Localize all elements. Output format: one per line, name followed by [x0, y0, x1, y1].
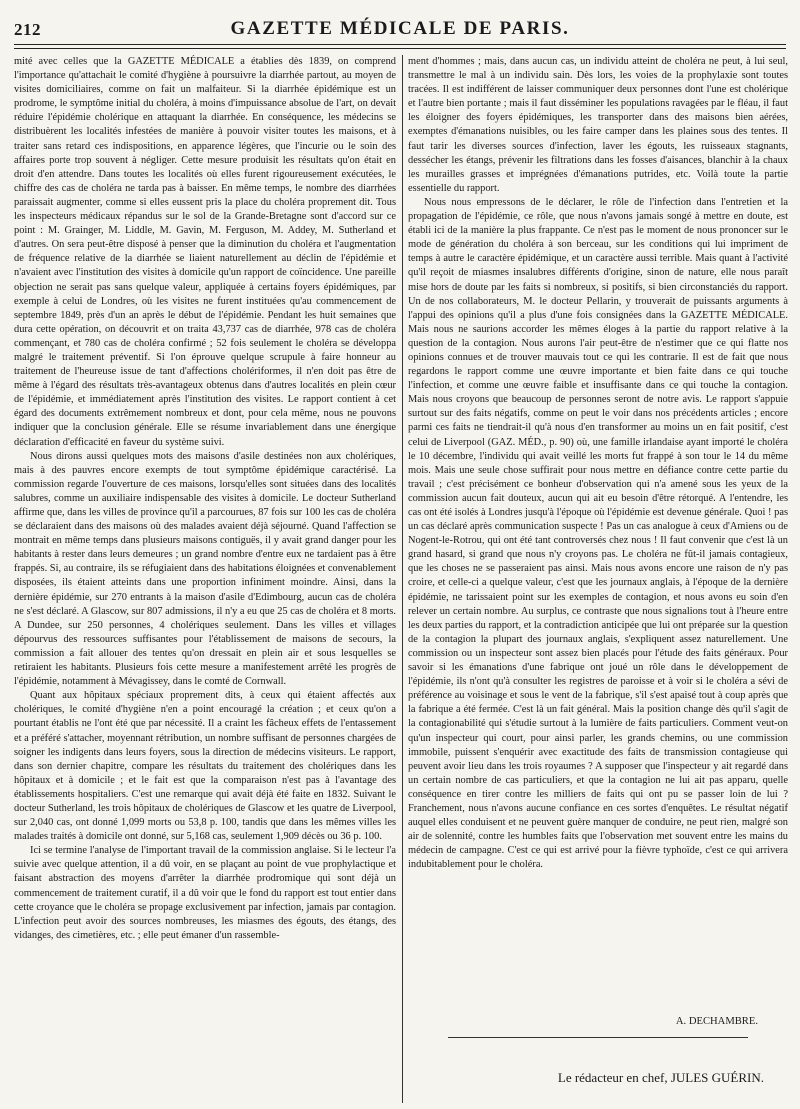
page-header — [14, 10, 786, 40]
left-paragraph-4: Ici se termine l'analyse de l'important travail de la commission anglaise. Si le lecteur l'a suivie avec quelque attention, il a dû voir, en se plaçant au point de vue prophylactique et faisant abstraction des moyens d'arrêter la diarrhée prodromique qui sont déjà un commencement de traitement curatif, il a dû voir que le fond du rapport est tout entier dans cette croyance que le choléra se propage exclusivement par infection, jamais par contagion. L'infection peut avoir des sources nombreuses, les miasmes des égouts, des étangs, des vidanges, des cimetières, etc. ; elle peut émaner d'un rassemble- — [14, 845, 396, 941]
signature-block — [408, 1016, 788, 1038]
right-paragraph-2: Nous nous empressons de le déclarer, le rôle de l'infection dans l'entretien et la propagation de l'épidémie, ce rôle, que nous n'avons jamais songé à mettre en doute, est établi ici de la manière la plus frappante. Ce n'est pas le moment de nous prononcer sur le mode de génération du choléra à son berceau, sur les conditions qui lui impriment de temps à autre le caractère épidémique, et un caractère aussi terrible. Mais quant à l'activité qu'il reçoit de miasmes insalubres différents d'origine, sinon de nature, elle nous paraît mise hors de doute par les faits si nombreux, si positifs, si bien circonstanciés du rapport. Un de nos collaborateurs, M. le docteur Pellarin, y trouverait de puissants arguments à l'appui des opinions qu'il a plus d'une fois consignées dans la GAZETTE MÉDICALE. Mais nous ne saurions accorder les mêmes éloges à la partie du rapport relative à la question de la contagion. Nous aurons l'air peut-être de n'estimer que ce qui flatte nos opinions connues et de trouver mauvais tout ce qui les contrarie. Il est de fait que nous regardons le rapport comme une œuvre importante et bien faite dans ce qui touche l'infection, et comme une œuvre faible et insuffisante dans ce qui touche la contagion. Mais nous croyons que beaucoup de personnes seront de notre avis. Le rapport s'appuie surtout sur des faits négatifs, comme on peut le voir dans nos précédents articles ; encore parmi ces faits ne tiendrait-il qu'à nous d'en transformer au moins un en fait positif, c'est celui de Liverpool (GAZ. MÉD., p. 90) où, une famille irlandaise ayant importé le choléra le 10 décembre, l'individu qui avait veillé les morts fut frappé à son tour le 14 du même mois. Mais une seule chose suffirait pour nous mettre en défiance contre cette partie du travail ; c'est précisément ce bonheur d'observation qui n'a amené sous les yeux de la commission aucun fait douteux, aucun qui ait eu besoin d'être rétorqué. A l'entendre, les cas ont été isolés à Londres jusqu'à l'époque où l'épidémie est devenue générale. Quoi ! pas un cas déclaré après communication suspecte ! Pas un cas analogue à ceux d'Amiens ou de Nogent-le-Rotrou, qui ont été tant controversés chez nous ! Il faut convenir que c'est là un grand hasard, si grand que nous n'y croyons pas. Le choléra ne fût-il jamais contagieux, que les choses ne se passeraient pas ainsi. Mais nous avons encore une raison de n'y pas croire, et celle-ci a quelque valeur, c'est que les journaux anglais, à l'époque de la dernière épidémie, ne tarissaient point sur les exemples de contagion, et nous avons eu soin d'en relever un certain nombre. Au surplus, ce contraste que nous signalions tout à l'heure entre les deux parties du rapport, et la contradiction anticipée que lui ont préparée sur la question de la contagion la plupart des journaux anglais, s'expliquent assez naturellement. Une commission ou un inspecteur sont assez bien placés pour l'étude des faits généraux. Pour savoir si les émanations d'une fabrique ont joué un rôle dans le développement de l'épidémie, ils n'ont qu'à consulter les registres de paroisse et à voir si le choléra a sévi de préférence au voisinage et sous le vent de la fabrique, s'il s'est apaisé tout à coup après que la fabrique a été fermée. C'est là un fait général. Mais la position change dès qu'il s'agit de la contagionabilité qui s'étudie surtout à la lumière de faits particuliers. Comment veut-on qu'un inspecteur qui court, pour ainsi parler, les grands chemins, ou une commission immobile, puissent s'enquérir avec exactitude des faits de transmission contagieuse qui peuvent avoir lieu dans les trois royaumes ? A supposer que l'inspecteur y ait regardé dans un certain nombre de cas particuliers, et que la contagion ne lui ait pas apparu, quelle conséquence en tirer contre les milliers de faits qui ont pu se passer loin de lui ? Franchement, nous n'avons aucune confiance en ces sortes d'enquêtes. Le résultat négatif auquel elles conduisent et ne peuvent guère manquer de conduire, ne peut rien, malgré son air de solennité, contre les humbles faits que l'observation met souvent entre les mains du médecin de campagne. C'est ce qui est arrivé pour la fièvre typhoïde, c'est ce qui arrivera indubitablement pour le choléra. — [408, 196, 788, 871]
signature-rule — [448, 1037, 748, 1038]
editor-in-chief-line: Le rédacteur en chef, JULES GUÉRIN. — [557, 1070, 764, 1085]
right-column — [408, 55, 788, 1011]
header-rule-thin — [14, 48, 786, 49]
page-number: 212 — [14, 20, 41, 39]
header-rule — [14, 44, 786, 45]
left-paragraph-2: Nous dirons aussi quelques mots des maisons d'asile destinées non aux cholériques, mais à des pauvres encore exempts de tout symptôme épidémique caractérisé. La commission regarde l'ouverture de ces maisons, lorsqu'elles sont situées dans des localités salubres, comme un auxiliaire indispensable des visites à domicile. Le docteur Sutherland affirme que, dans les villes de province qu'il a parcourues, 87 fois sur 100 les cas de choléra se déclaraient dans des maisons où des malades avaient déjà séjourné. Quand l'affection se montrait en même temps dans plusieurs maisons contiguës, il y avait grand danger pour les habitants à rester dans leurs demeures ; un grand nombre d'entre eux ne tardaient pas à être frappés. Si, au contraire, ils se réfugiaient dans des habitations éloignées et convenablement disposées, ils étaient atteints dans une proportion infiniment moindre. Ainsi, dans la dernière épidémie, sur 270 entrants à la maison d'asile d'Edimbourg, aucun cas de choléra ne s'est déclaré. A Glascow, sur 807 admissions, il n'y a eu que 25 cas de choléra et 8 morts. A Dundee, sur 250 personnes, 4 cholériques seulement. Dans les villes et villages dépourvus des ressources suffisantes pour l'établissement de maisons de secours, la commission a fait allouer des tentes qu'on dressait en plein air et sous lesquelles se retiraient les habitants. Plusieurs fois cette mesure a manifestement arrêté les progrès de l'épidémie, notamment à Mévagissey, dans le comté de Cornwall. — [14, 450, 396, 688]
left-paragraph-3: Quant aux hôpitaux spéciaux proprement dits, à ceux qui étaient affectés aux cholériques, le comité d'hygiène n'en a point encouragé la création ; et ceux qu'on a pourtant établis ne l'ont été que par nécessité. Il a craint les fâcheux effets de l'entassement et a préféré s'attacher, moyennant rétribution, un nombre suffisant de personnes chargées de soigner les indigents dans leurs foyers, sous la direction de médecins visiteurs. Le rapport, dans son dernier chapitre, compare les résultats du traitement des cholériques dans les hôpitaux et à domicile ; et le fait est que la comparaison n'est pas à l'avantage des établissements hospitaliers. C'est une remarque qui avait déjà été faite en 1832. Suivant le docteur Sutherland, les trois hôpitaux de cholériques de Glascow et les quatre de Liverpool, sur 2,040 cas, ont donné 1,099 morts ou 53,8 p. 100, tandis que dans les mêmes villes les malades traités à domicile ont donné, sur 5,168 cas, seulement 1,909 décès ou 36 p. 100. — [14, 690, 396, 843]
journal-title: GAZETTE MÉDICALE DE PARIS. — [230, 18, 570, 39]
author-signature: A. DECHAMBRE. — [675, 1016, 758, 1027]
left-paragraph-1: mité avec celles que la GAZETTE MÉDICALE a établies dès 1839, on comprend l'importance qu'attachait le comité d'hygiène à poursuivre la diarrhée partout, au moyen de visites domiciliaires, comme on fait un malfaiteur. Si la diarrhée épidémique est un prodrome, le symptôme initial du choléra, à moins d'impuissance absolue de l'art, on devait réduire l'épidémie cholérique en attaquant la diarrhée. En conséquence, les médecins se distribuèrent les localités infestées de manière à pouvoir visiter toutes les maisons, et à traiter sans retard ces indispositions, en apparence légères, que l'incurie ou le soin des affaires porte trop souvent à négliger. Cette mesure produisit les résultats qu'on était en droit d'en attendre. Dans toutes les localités où elles furent rigoureusement exécutées, le chiffre des cas de choléra ne tarda pas à baisser. En même temps, le nombre des diarrhées paraissait augmenter, comme si elles eussent pris la place du choléra proprement dit. Tous les inspecteurs médicaux répandus sur le sol de la Grande-Bretagne sont d'accord sur ce point : M. Grainger, M. Liddle, M. Gavin, M. Ferguson, M. Addey, M. Sutherland et d'autres. On sera peut-être disposé à penser que la diminution du choléra et l'augmentation de fréquence relative de la diarrhée se liaient naturellement au déclin de l'épidémie et n'avaient avec l'institution des visites à domicile qu'un rapport de coïncidence. Une pareille objection ne serait pas sans quelque valeur, appliquée à certains foyers épidémiques, par exemple à celui de Londres, où les visites ne furent instituées qu'au commencement de septembre 1849, près d'un an après le début de l'épidémie. Pendant les huit semaines que dura cette opération, on découvrit et on traita 43,737 cas de diarrhée, 978 cas de choléra commençant, et 780 cas de choléra confirmé ; 52 fois seulement le choléra se développa malgré le traitement préventif. Si l'on éprouve quelque scrupule à faire honneur au traitement de l'heureuse issue de tant d'affections cholériformes, il n'en doit pas être de même à l'égard des résultats très-avantageux obtenus dans d'autres localités en plein cœur de l'épidémie, et immédiatement après l'institution des visites. Le rapport contient à cet égard des documents extrêmement nombreux et dont, pour cela même, nous ne pouvons indiquer que la conclusion générale. Elle se résume invariablement dans une énergique déclaration d'efficacité en faveur du système suivi. — [14, 56, 396, 448]
column-divider — [402, 55, 403, 1103]
left-column — [14, 55, 396, 1095]
right-paragraph-1: ment d'hommes ; mais, dans aucun cas, un individu atteint de choléra ne peut, à lui seul, transmettre le mal à un individu sain. Dès lors, les voies de la prophylaxie sont toutes tracées. Il est indifférent de laisser communiquer deux personnes dont l'une est cholérique et l'autre bien portante ; mais il faut disséminer les populations ravagées par le fléau, il faut les éloigner des foyers épidémiques, les transporter dans des maisons bien aérées, exemptes d'émanations nuisibles, ou les faire camper dans les plaines sous des tentes. Il faut tarir les diverses sources d'infection, laver les égouts, les ruisseaux stagnants, dessécher les étangs, prévenir les filtrations dans les fosses d'aisances, blanchir à la chaux les murailles grasses et imprégnées d'émanations putrides, etc. Voilà toute la partie essentielle du rapport. — [408, 56, 788, 194]
